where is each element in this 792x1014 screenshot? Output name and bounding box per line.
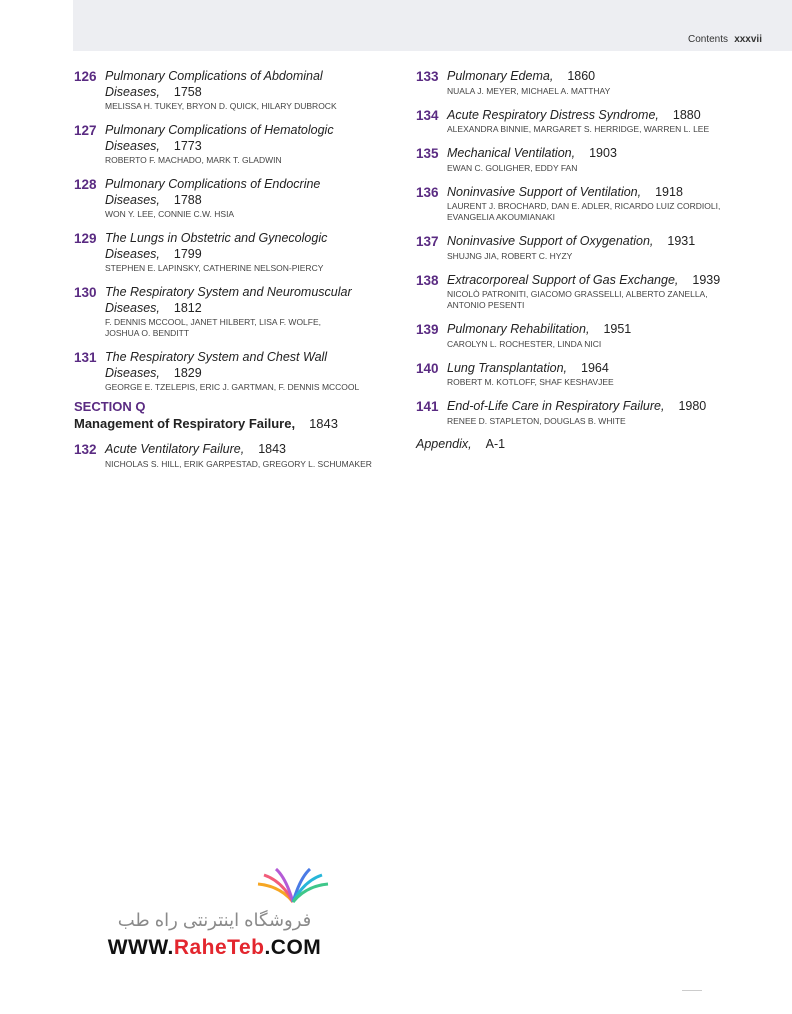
author-line: STEPHEN E. LAPINSKY, CATHERINE NELSON-PIERCY bbox=[105, 263, 324, 273]
chapter-title bbox=[447, 146, 756, 162]
chapter-number: 126 bbox=[74, 69, 97, 84]
chapter-authors bbox=[447, 289, 756, 311]
author-line: NUALA J. MEYER, MICHAEL A. MATTHAY bbox=[447, 85, 611, 96]
author-line: SHUJNG JIA, ROBERT C. HYZY bbox=[447, 250, 573, 261]
chapter-number: 129 bbox=[74, 231, 97, 246]
watermark bbox=[92, 866, 342, 966]
author-line: ALEXANDRA BINNIE, MARGARET S. HERRIDGE, WARREN L. LEE bbox=[447, 124, 710, 134]
chapter-title bbox=[105, 177, 374, 208]
toc-entry bbox=[416, 234, 756, 262]
chapter-title bbox=[447, 399, 756, 415]
chapter-authors bbox=[105, 317, 374, 339]
chapter-authors bbox=[105, 459, 374, 470]
watermark-url-suffix: .COM bbox=[264, 936, 322, 959]
toc-entry bbox=[416, 273, 756, 312]
author-line: ROBERT M. KOTLOFF, SHAF KESHAVJEE bbox=[447, 377, 614, 387]
toc-entry bbox=[416, 146, 756, 174]
chapter-title bbox=[447, 185, 756, 201]
author-line: EWAN C. GOLIGHER, EDDY FAN bbox=[447, 162, 578, 173]
chapter-page: 1799 bbox=[173, 246, 202, 261]
author-line: RENEE D. STAPLETON, DOUGLAS B. WHITE bbox=[447, 415, 626, 426]
watermark-url-brand: RaheTeb bbox=[173, 936, 265, 959]
section-title bbox=[74, 415, 374, 433]
author-line: NICOLÒ PATRONITI, GIACOMO GRASSELLI, ALBERTO ZANELLA, bbox=[447, 289, 708, 299]
toc-entry bbox=[416, 361, 756, 389]
chapter-title bbox=[105, 285, 374, 316]
chapter-title-line: The Lungs in Obstetric and Gynecologic bbox=[105, 231, 328, 245]
open-book-icon bbox=[252, 866, 334, 906]
chapter-title bbox=[447, 322, 756, 338]
chapter-title-line: Acute Respiratory Distress Syndrome, bbox=[447, 107, 659, 122]
chapter-title-line: Diseases, bbox=[105, 246, 160, 261]
chapter-title-line: Diseases, bbox=[105, 138, 160, 153]
chapter-authors bbox=[447, 163, 756, 174]
chapter-number: 140 bbox=[416, 360, 439, 376]
chapter-title-line: Lung Transplantation, bbox=[447, 360, 567, 375]
chapter-title-line: Diseases, bbox=[105, 300, 160, 315]
toc-entry bbox=[74, 69, 374, 112]
chapter-number: 132 bbox=[74, 442, 97, 457]
chapter-page: 1880 bbox=[672, 107, 701, 122]
chapter-page: 1860 bbox=[567, 69, 596, 83]
chapter-title bbox=[447, 273, 756, 289]
chapter-number: 135 bbox=[416, 146, 439, 161]
header-band bbox=[73, 0, 792, 51]
chapter-authors bbox=[447, 339, 756, 350]
toc-entry bbox=[74, 285, 374, 339]
chapter-title-line: Pulmonary Edema, bbox=[447, 69, 554, 83]
author-line: F. DENNIS MCCOOL, JANET HILBERT, LISA F. WOLFE, bbox=[105, 317, 322, 327]
chapter-page: 1918 bbox=[655, 184, 683, 199]
toc-entry bbox=[74, 231, 374, 274]
chapter-title-line: Pulmonary Complications of Hematologic bbox=[105, 123, 334, 137]
left-column bbox=[74, 69, 374, 470]
chapter-title bbox=[105, 123, 374, 154]
chapter-authors bbox=[105, 263, 374, 274]
author-line: JOSHUA O. BENDITT bbox=[105, 328, 190, 338]
chapter-authors bbox=[447, 377, 756, 388]
author-line: LAURENT J. BROCHARD, DAN E. ADLER, RICARDO LUIZ CORDIOLI, bbox=[447, 201, 721, 211]
chapter-number: 139 bbox=[416, 322, 439, 337]
chapter-page: 1788 bbox=[173, 192, 202, 207]
chapter-page: 1931 bbox=[667, 234, 696, 248]
right-column bbox=[416, 69, 756, 452]
chapter-number: 133 bbox=[416, 69, 439, 84]
appendix-line bbox=[416, 437, 756, 453]
watermark-url bbox=[92, 936, 337, 960]
chapter-title-line: Noninvasive Support of Ventilation, bbox=[447, 184, 642, 199]
toc-entry bbox=[74, 350, 374, 393]
chapter-authors bbox=[105, 209, 374, 220]
chapter-page: 1951 bbox=[603, 322, 632, 336]
section-title-text: Management of Respiratory Failure, bbox=[74, 416, 296, 431]
chapter-title-line: The Respiratory System and Neuromuscular bbox=[105, 285, 352, 299]
author-line: NICHOLAS S. HILL, ERIK GARPESTAD, GREGORY L. SCHUMAKER bbox=[105, 458, 372, 469]
header-label: Contents bbox=[687, 34, 728, 45]
chapter-title bbox=[447, 108, 756, 124]
chapter-title-line: Extracorporeal Support of Gas Exchange, bbox=[447, 272, 679, 287]
chapter-number: 131 bbox=[74, 350, 97, 365]
chapter-page: 1843 bbox=[258, 442, 286, 456]
chapter-title bbox=[105, 350, 374, 381]
appendix-label: Appendix, bbox=[416, 436, 472, 451]
chapter-title-line: Pulmonary Rehabilitation, bbox=[447, 322, 590, 336]
chapter-page: 1829 bbox=[173, 365, 202, 380]
chapter-page: 1812 bbox=[173, 300, 202, 315]
chapter-authors bbox=[447, 124, 756, 135]
watermark-url-prefix: WWW. bbox=[107, 936, 174, 959]
chapter-authors bbox=[105, 101, 374, 112]
toc-entry bbox=[74, 442, 374, 470]
watermark-persian-text: فروشگاه اینترنتی راه طب bbox=[117, 910, 312, 930]
toc-entry bbox=[416, 108, 756, 136]
chapter-page: 1773 bbox=[173, 138, 202, 153]
author-line: GEORGE E. TZELEPIS, ERIC J. GARTMAN, F. DENNIS MCCOOL bbox=[105, 382, 360, 392]
footer-mark bbox=[682, 990, 702, 991]
toc-entry bbox=[416, 322, 756, 350]
chapter-title bbox=[105, 69, 374, 100]
chapter-authors bbox=[447, 86, 756, 97]
author-line: ROBERTO F. MACHADO, MARK T. GLADWIN bbox=[105, 155, 282, 165]
appendix-page: A-1 bbox=[485, 436, 506, 451]
author-line: EVANGELIA AKOUMIANAKI bbox=[447, 212, 556, 222]
chapter-number: 130 bbox=[74, 285, 97, 300]
chapter-title-line: End-of-Life Care in Respiratory Failure, bbox=[447, 399, 665, 413]
header-page-number: xxxvii bbox=[734, 34, 762, 45]
chapter-title-line: Diseases, bbox=[105, 84, 160, 99]
author-line: ANTONIO PESENTI bbox=[447, 300, 525, 310]
chapter-title bbox=[447, 361, 756, 377]
chapter-title-line: Acute Ventilatory Failure, bbox=[105, 442, 245, 456]
author-line: CAROLYN L. ROCHESTER, LINDA NICI bbox=[447, 338, 602, 349]
author-line: WON Y. LEE, CONNIE C.W. HSIA bbox=[105, 209, 235, 219]
chapter-number: 128 bbox=[74, 177, 97, 192]
chapter-title-line: Diseases, bbox=[105, 365, 160, 380]
toc-entry bbox=[416, 185, 756, 224]
chapter-authors bbox=[105, 382, 374, 393]
chapter-number: 136 bbox=[416, 184, 439, 200]
chapter-title-line: Pulmonary Complications of Abdominal bbox=[105, 69, 323, 83]
chapter-title bbox=[447, 69, 756, 85]
toc-entry bbox=[416, 69, 756, 97]
section-heading bbox=[74, 399, 374, 433]
section-page: 1843 bbox=[309, 416, 338, 431]
chapter-title-line: Diseases, bbox=[105, 192, 160, 207]
chapter-page: 1758 bbox=[173, 84, 202, 99]
chapter-number: 141 bbox=[416, 399, 439, 414]
chapter-authors bbox=[447, 201, 756, 223]
chapter-number: 138 bbox=[416, 272, 439, 288]
toc-entry bbox=[74, 177, 374, 220]
chapter-authors bbox=[447, 251, 756, 262]
chapter-number: 137 bbox=[416, 234, 439, 249]
chapter-authors bbox=[447, 416, 756, 427]
chapter-title-line: Noninvasive Support of Oxygenation, bbox=[447, 234, 654, 248]
chapter-page: 1980 bbox=[678, 399, 707, 413]
toc-entry bbox=[416, 399, 756, 427]
chapter-page: 1964 bbox=[581, 360, 609, 375]
chapter-page: 1939 bbox=[692, 272, 721, 287]
left-entries-after-section bbox=[74, 442, 374, 470]
toc-entry bbox=[74, 123, 374, 166]
chapter-title-line: The Respiratory System and Chest Wall bbox=[105, 350, 328, 364]
chapter-number: 134 bbox=[416, 107, 439, 123]
section-label: SECTION Q bbox=[74, 399, 146, 414]
chapter-authors bbox=[105, 155, 374, 166]
chapter-page: 1903 bbox=[589, 146, 617, 160]
author-line: MELISSA H. TUKEY, BRYON D. QUICK, HILARY DUBROCK bbox=[105, 101, 337, 111]
chapter-title-line: Pulmonary Complications of Endocrine bbox=[105, 177, 321, 191]
right-entries bbox=[416, 69, 756, 427]
chapter-title bbox=[105, 442, 374, 458]
chapter-title-line: Mechanical Ventilation, bbox=[447, 146, 576, 160]
chapter-title bbox=[447, 234, 756, 250]
chapter-title bbox=[105, 231, 374, 262]
left-entries bbox=[74, 69, 374, 393]
chapter-number: 127 bbox=[74, 123, 97, 138]
